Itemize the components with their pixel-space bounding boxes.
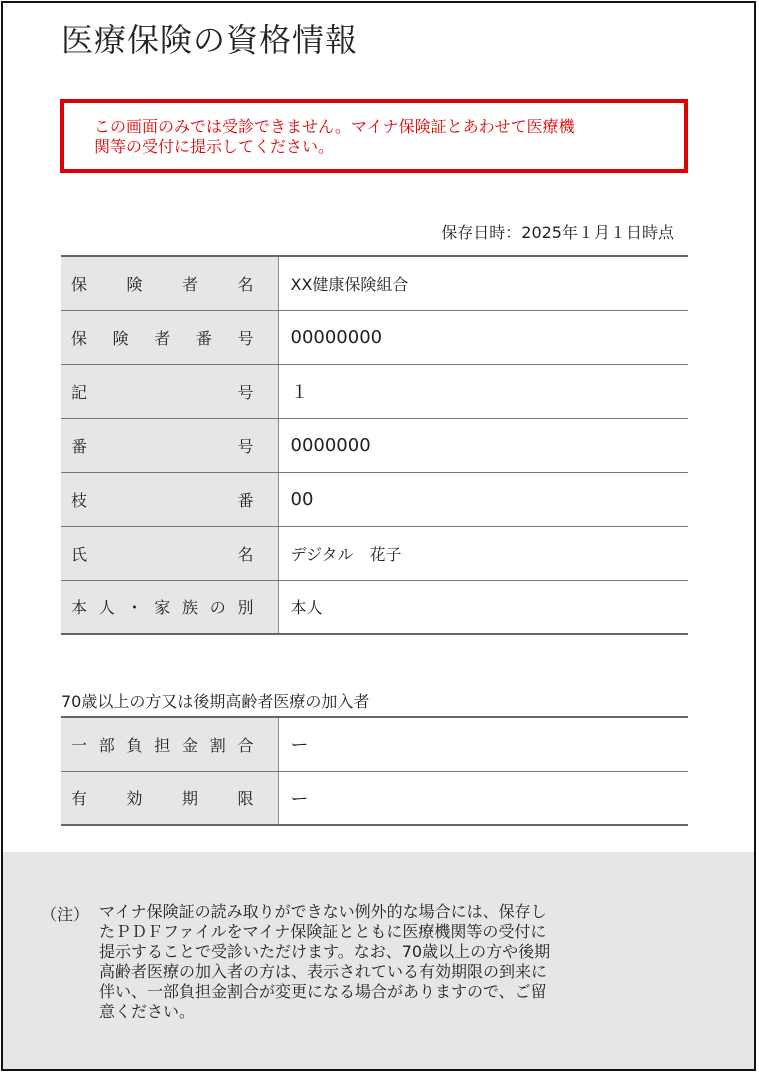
warning-line-1: この画面のみでは受診できません。マイナ保険証とあわせて医療機: [94, 117, 575, 136]
section-70-heading: 70歳以上の方又は後期高齢者医療の加入者: [61, 692, 370, 711]
note-area: [3, 852, 756, 1071]
value-copay-ratio: ー: [278, 717, 688, 771]
value-insurer-name: XX健康保険組合: [278, 256, 688, 310]
value-branch-number: 00: [278, 472, 688, 526]
document-frame: [1, 1, 756, 1071]
label-name: 氏名: [71, 544, 254, 564]
row-label: [61, 526, 278, 580]
value-number: 0000000: [278, 418, 688, 472]
label-number: 番号: [71, 436, 254, 456]
label-insurer-number: 保険者番号: [71, 328, 254, 348]
table-row: [61, 364, 688, 418]
value-self-family: 本人: [278, 580, 688, 634]
note-line: 高齢者医療の加入者の方は、表示されている有効期限の到来に: [99, 962, 548, 981]
label-branch-number: 枝番: [71, 490, 254, 510]
value-name: デジタル 花子: [278, 526, 688, 580]
note-text: [99, 902, 619, 1022]
page-title: 医療保険の資格情報: [61, 21, 359, 59]
row-label: [61, 310, 278, 364]
label-copay-ratio: 一部負担金割合: [71, 735, 254, 755]
note-line: 伴い、一部負担金割合が変更になる場合がありますので、ご留: [99, 982, 547, 1001]
label-symbol: 記号: [71, 382, 254, 402]
table-row: [61, 580, 688, 634]
label-self-family: 本人・家族の別: [71, 598, 254, 618]
note-line: 提示することで受診いただけます。なお、70歳以上の方や後期: [99, 942, 551, 961]
row-label: [61, 364, 278, 418]
insurance-info-table: [61, 255, 688, 635]
label-insurer-name: 保険者名: [71, 274, 254, 294]
note-line: たＰＤＦファイルをマイナ保険証とともに医療機関等の受付に: [99, 922, 547, 941]
value-insurer-number: 00000000: [278, 310, 688, 364]
warning-line-2: 関等の受付に提示してください。: [94, 137, 335, 156]
note-line: 意ください。: [99, 1002, 196, 1021]
warning-box: [60, 99, 688, 173]
save-date: 保存日時：2025年１月１日時点: [441, 223, 674, 242]
row-label: [61, 580, 278, 634]
table-row: [61, 256, 688, 310]
elderly-info-table: [61, 716, 688, 826]
row-label: [61, 256, 278, 310]
table-row: [61, 717, 688, 771]
row-label: [61, 771, 278, 825]
row-label: [61, 472, 278, 526]
note-line: マイナ保険証の読み取りができない例外的な場合には、保存し: [99, 902, 547, 921]
row-label: [61, 717, 278, 771]
row-label: [61, 418, 278, 472]
label-valid-until: 有効期限: [71, 789, 254, 809]
note-prefix: （注）: [41, 905, 90, 924]
table-row: [61, 771, 688, 825]
value-valid-until: ー: [278, 771, 688, 825]
table-row: [61, 310, 688, 364]
table-row: [61, 472, 688, 526]
value-symbol: １: [278, 364, 688, 418]
table-row: [61, 418, 688, 472]
table-row: [61, 526, 688, 580]
